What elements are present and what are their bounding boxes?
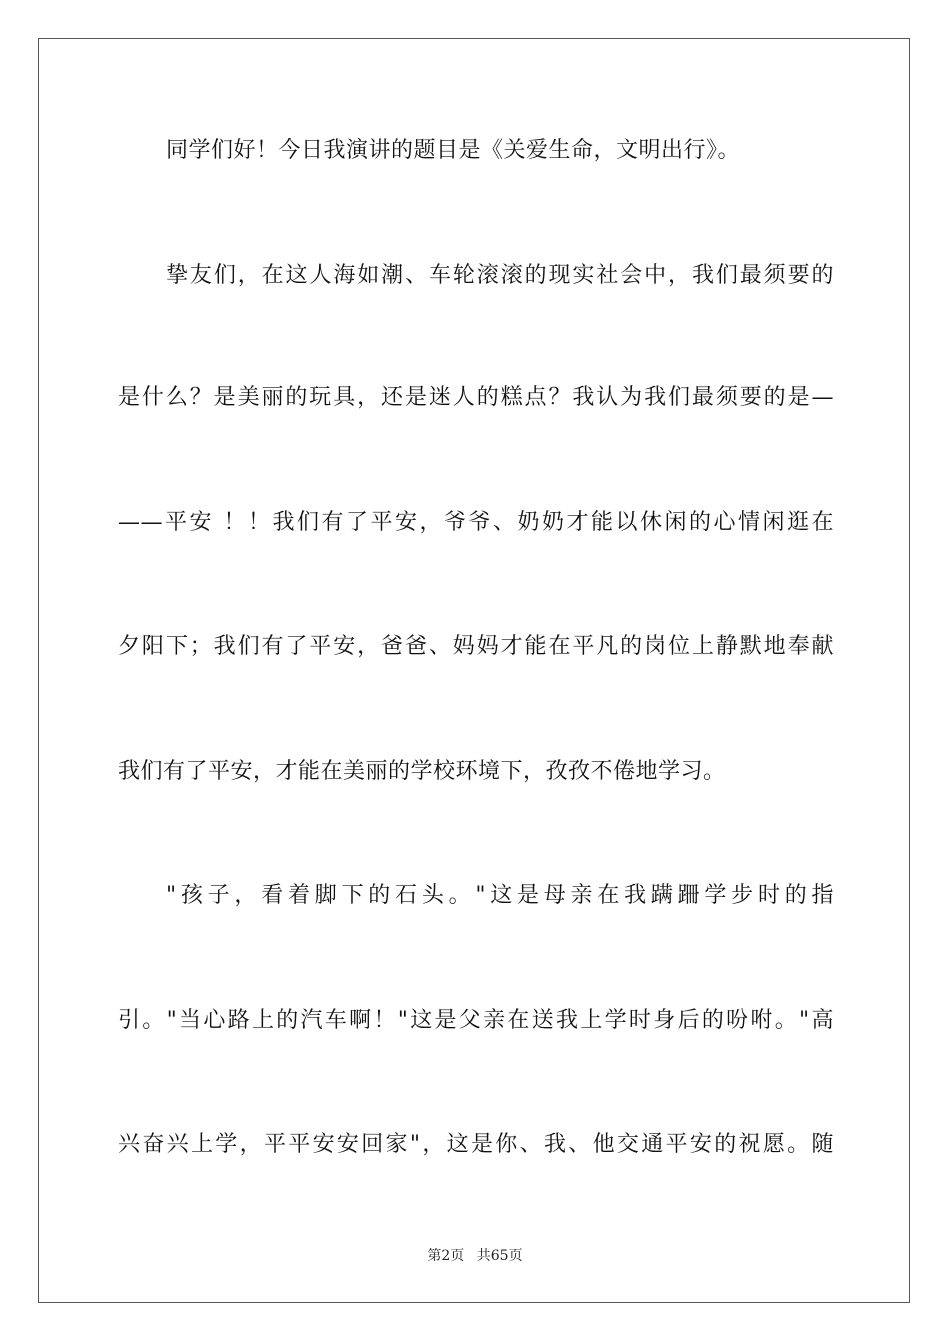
page-border	[38, 38, 910, 1303]
text-line-5: 夕阳下；我们有了平安，爸爸、妈妈才能在平凡的岗位上静默地奉献	[118, 634, 834, 659]
text-line-7: "孩子，看着脚下的石头。"这是母亲在我蹒跚学步时的指	[166, 883, 834, 908]
text-line-8: 引。"当心路上的汽车啊！"这是父亲在送我上学时身后的吩咐。"高	[118, 1008, 834, 1033]
text-line-9: 兴奋兴上学，平平安安回家"，这是你、我、他交通平安的祝愿。随	[118, 1132, 834, 1157]
text-line-3: 是什么？是美丽的玩具，还是迷人的糕点？我认为我们最须要的是—	[118, 385, 834, 410]
text-line-1: 同学们好！今日我演讲的题目是《关爱生命，文明出行》。	[166, 138, 741, 163]
text-line-6: 我们有了平安，才能在美丽的学校环境下，孜孜不倦地学习。	[118, 759, 726, 784]
text-line-4: ——平安 ！！我们有了平安，爷爷、奶奶才能以休闲的心情闲逛在	[118, 510, 834, 535]
total-pages: 共65页	[476, 1248, 523, 1264]
page-number: 第2页	[427, 1248, 465, 1264]
page-footer	[0, 1246, 950, 1266]
text-line-2: 挚友们，在这人海如潮、车轮滚滚的现实社会中，我们最须要的	[166, 263, 834, 288]
